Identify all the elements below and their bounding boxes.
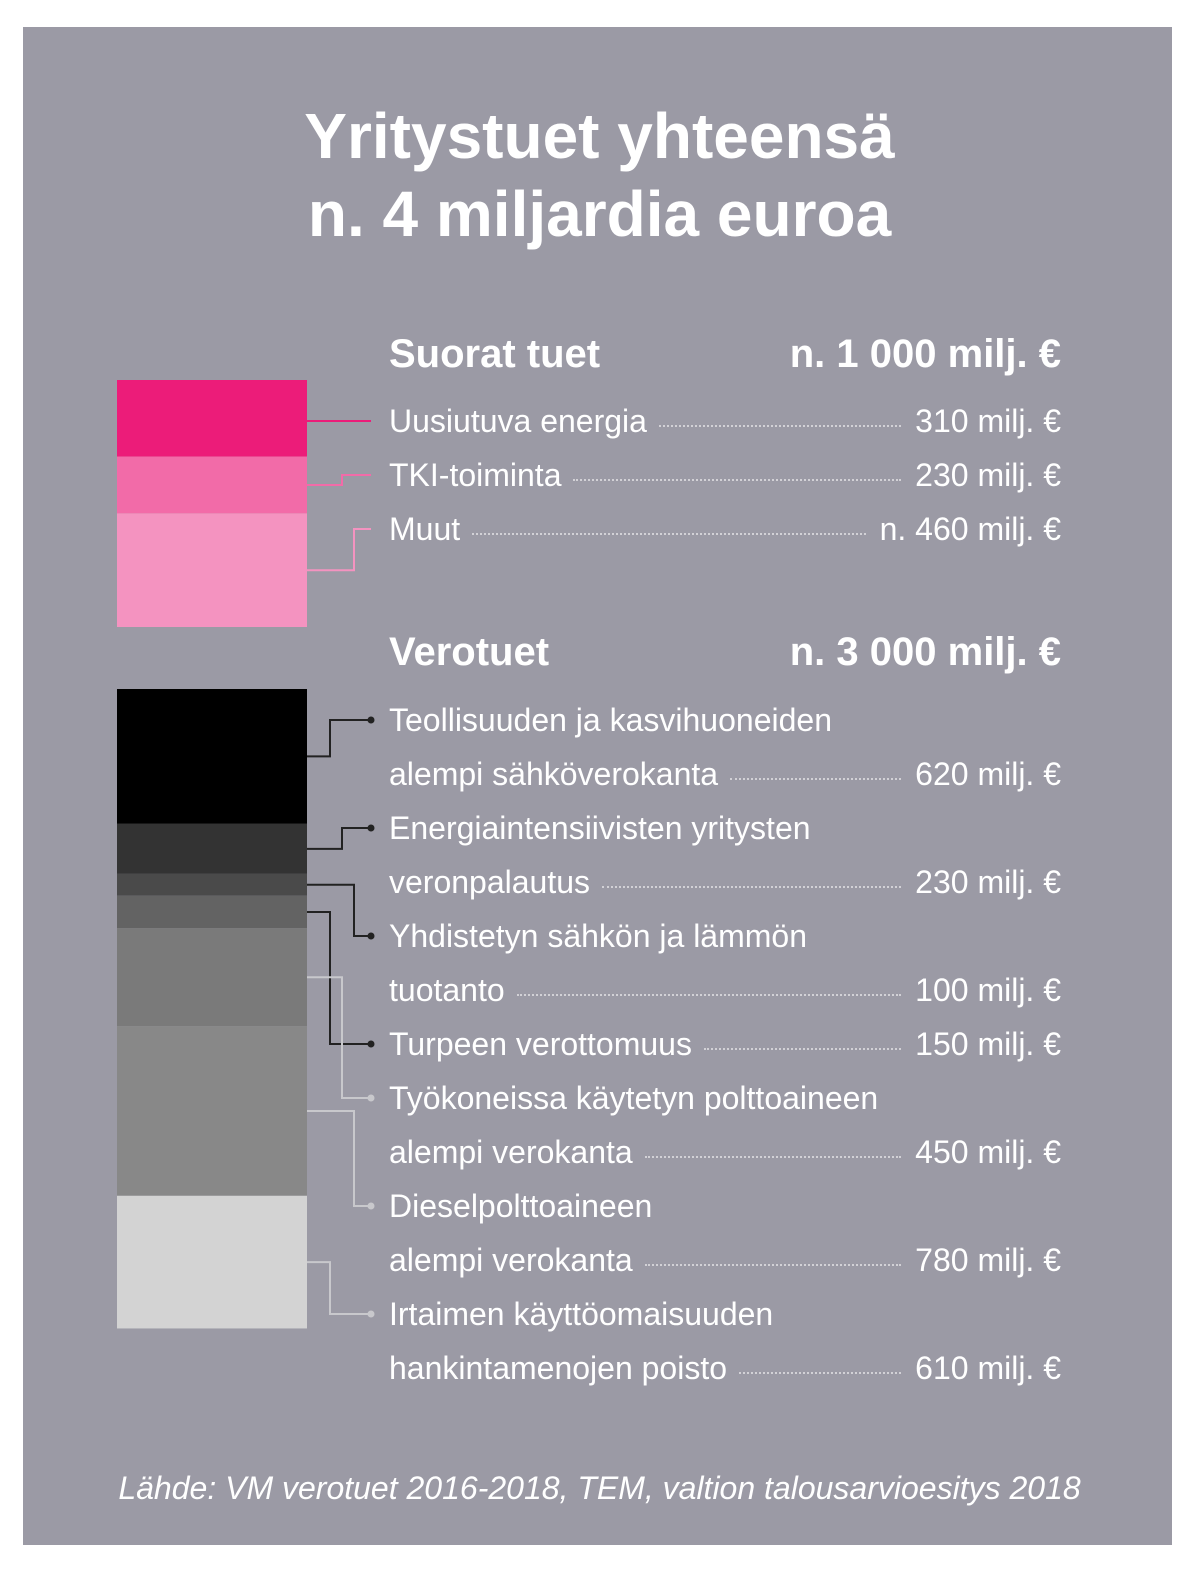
row-value-6: 150 milj. € bbox=[915, 1026, 1061, 1062]
leader-dots-7 bbox=[645, 1156, 901, 1158]
leader-dots-0 bbox=[659, 425, 901, 427]
row-label-8-1: alempi verokanta bbox=[389, 1242, 633, 1278]
connector-dot-8 bbox=[368, 1203, 375, 1210]
leader-dots-4 bbox=[602, 886, 901, 888]
row-label-9-1: hankintamenojen poisto bbox=[389, 1350, 728, 1386]
connector-dot-5 bbox=[368, 933, 375, 940]
connector-line-9 bbox=[307, 1262, 371, 1314]
bar-segment-1-1 bbox=[117, 824, 307, 874]
row-value-0: 310 milj. € bbox=[915, 403, 1061, 439]
row-value-2: n. 460 milj. € bbox=[879, 511, 1061, 547]
connector-line-3 bbox=[307, 720, 371, 756]
title-line-2: n. 4 miljardia euroa bbox=[307, 178, 892, 250]
row-label-6-0: Turpeen verottomuus bbox=[389, 1026, 692, 1062]
bar-segment-1-0 bbox=[117, 689, 307, 824]
leader-dots-6 bbox=[704, 1048, 901, 1050]
bar-segment-1-3 bbox=[117, 896, 307, 929]
section-tax-label: Verotuet bbox=[389, 630, 550, 674]
connector-dot-9 bbox=[368, 1311, 375, 1318]
row-label-3-1: alempi sähköverokanta bbox=[389, 756, 719, 792]
bar-segment-1-4 bbox=[117, 928, 307, 1026]
row-value-3: 620 milj. € bbox=[915, 756, 1061, 792]
row-label-4-1: veronpalautus bbox=[389, 864, 591, 900]
connector-line-5 bbox=[307, 885, 371, 936]
connector-dot-7 bbox=[368, 1095, 375, 1102]
bar-segment-1-2 bbox=[117, 874, 307, 896]
row-label-2-0: Muut bbox=[389, 511, 461, 547]
row-value-5: 100 milj. € bbox=[915, 972, 1061, 1008]
leader-dots-3 bbox=[730, 778, 901, 780]
row-value-1: 230 milj. € bbox=[915, 457, 1061, 493]
row-label-4-0: Energiaintensiivisten yritysten bbox=[389, 810, 811, 846]
connector-line-4 bbox=[307, 828, 371, 849]
row-value-4: 230 milj. € bbox=[915, 864, 1061, 900]
row-value-7: 450 milj. € bbox=[915, 1134, 1061, 1170]
bar-segment-1-5 bbox=[117, 1026, 307, 1196]
row-label-9-0: Irtaimen käyttöomaisuuden bbox=[389, 1296, 774, 1332]
bar-segment-0-1 bbox=[117, 457, 307, 514]
bar-segment-0-0 bbox=[117, 380, 307, 457]
title-line-1: Yritystuet yhteensä bbox=[304, 100, 895, 172]
row-value-8: 780 milj. € bbox=[915, 1242, 1061, 1278]
bar-segment-1-6 bbox=[117, 1196, 307, 1329]
section-direct-total: n. 1 000 milj. € bbox=[789, 332, 1061, 376]
row-label-7-1: alempi verokanta bbox=[389, 1134, 633, 1170]
connector-line-8 bbox=[307, 1111, 371, 1206]
row-label-3-0: Teollisuuden ja kasvihuoneiden bbox=[389, 702, 832, 738]
row-value-9: 610 milj. € bbox=[915, 1350, 1061, 1386]
leader-dots-1 bbox=[573, 479, 901, 481]
connector-dot-4 bbox=[368, 825, 375, 832]
leader-dots-2 bbox=[472, 533, 865, 535]
row-label-5-1: tuotanto bbox=[389, 972, 505, 1008]
row-label-5-0: Yhdistetyn sähkön ja lämmön bbox=[389, 918, 807, 954]
connector-line-2 bbox=[307, 529, 371, 570]
connector-line-7 bbox=[307, 977, 371, 1098]
bar-segment-0-2 bbox=[117, 513, 307, 627]
row-label-1-0: TKI-toiminta bbox=[389, 457, 562, 493]
leader-dots-5 bbox=[517, 994, 902, 996]
section-tax-total: n. 3 000 milj. € bbox=[789, 630, 1061, 674]
leader-dots-9 bbox=[739, 1372, 901, 1374]
section-direct-label: Suorat tuet bbox=[389, 332, 601, 376]
leader-dots-8 bbox=[645, 1264, 901, 1266]
source-note: Lähde: VM verotuet 2016-2018, TEM, valtion talousarvioesitys 2018 bbox=[118, 1470, 1081, 1506]
connector-dot-3 bbox=[368, 717, 375, 724]
connector-dot-6 bbox=[368, 1041, 375, 1048]
row-label-8-0: Dieselpolttoaineen bbox=[389, 1188, 653, 1224]
row-label-7-0: Työkoneissa käytetyn polttoaineen bbox=[389, 1080, 879, 1116]
row-label-0-0: Uusiutuva energia bbox=[389, 403, 647, 439]
connector-line-1 bbox=[307, 475, 371, 485]
